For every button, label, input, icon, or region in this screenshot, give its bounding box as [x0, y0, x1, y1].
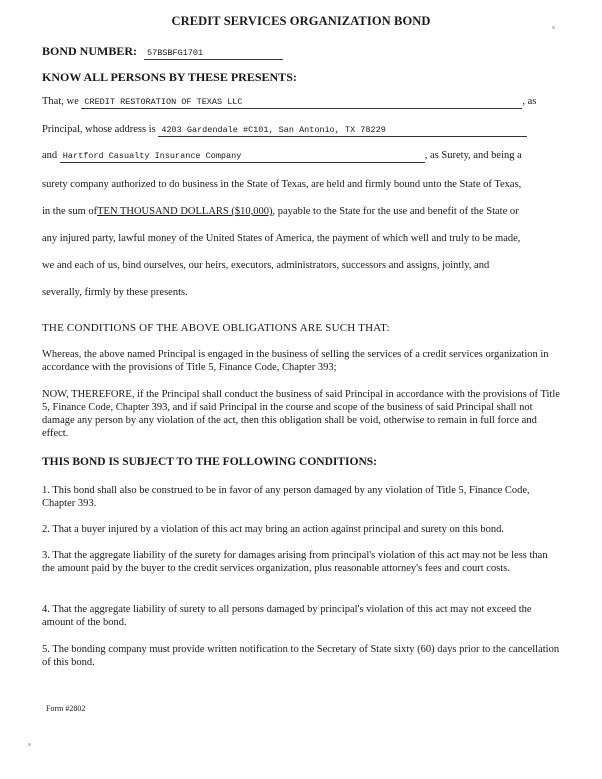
bond-amount: TEN THOUSAND DOLLARS ($10,000) [97, 206, 273, 217]
bond-number-label: BOND NUMBER: [42, 44, 137, 58]
sum-prefix: in the sum of [42, 206, 98, 217]
principal-prefix: That, we [42, 96, 79, 107]
body-line-8: severally, firmly by these presents. [42, 287, 188, 298]
surety-name-field: Hartford Casualty Insurance Company [60, 151, 425, 163]
know-all-heading: KNOW ALL PERSONS BY THESE PRESENTS: [42, 70, 297, 84]
sum-line [42, 206, 519, 217]
condition-5: 5. The bonding company must provide written notification to the Secretary of State sixty (60) days prior to the cancellation of this bond. [42, 644, 560, 668]
address-prefix: Principal, whose address is [42, 124, 156, 135]
surety-line [42, 150, 522, 163]
principal-address-field: 4203 Gardendale #C101, San Antonio, TX 78229 [158, 125, 527, 137]
conditions-heading: THE CONDITIONS OF THE ABOVE OBLIGATIONS ARE SUCH THAT: [42, 322, 390, 334]
scan-speck [28, 743, 31, 746]
bond-number-row [42, 44, 283, 60]
whereas-paragraph: Whereas, the above named Principal is engaged in the business of selling the services of a credit services organization in accordance with the provisions of Title 5, Finance Code, Chapter 393; [42, 349, 549, 373]
surety-prefix: and [42, 150, 58, 161]
condition-3: 3. That the aggregate liability of the surety for damages arising from principal's violation of this act may not be less than the amount paid by the buyer to the credit services organization, plus reasonable attorney's fees and court costs. [42, 550, 548, 574]
body-line-7: we and each of us, bind ourselves, our heirs, executors, administrators, successors and assigns, jointly, and [42, 260, 490, 271]
condition-1: 1. This bond shall also be construed to be in favor of any person damaged by any violation of Title 5, Finance Code, Chapter 393. [42, 485, 530, 509]
form-number: Form #2802 [46, 704, 86, 713]
bond-number-field: 57BSBFG1701 [144, 48, 283, 60]
sum-suffix: , payable to the State for the use and benefit of the State or [272, 206, 519, 217]
principal-name-field: CREDIT RESTORATION OF TEXAS LLC [81, 97, 522, 109]
condition-2: 2. That a buyer injured by a violation of this act may bring an action against principal and surety on this bond. [42, 524, 504, 535]
condition-4: 4. That the aggregate liability of surety to all persons damaged by principal's violation of this act may not exceed the amount of the bond. [42, 604, 532, 628]
scan-speck [552, 26, 555, 29]
body-line-4: surety company authorized to do business in the State of Texas, are held and firmly bound unto the State of Texas, [42, 179, 522, 190]
principal-suffix: , as [522, 96, 537, 107]
surety-suffix: , as Surety, and being a [424, 150, 522, 161]
principal-address-line [42, 124, 527, 137]
subject-heading: THIS BOND IS SUBJECT TO THE FOLLOWING CONDITIONS: [42, 456, 377, 468]
body-line-6: any injured party, lawful money of the United States of America, the payment of which well and truly to be made, [42, 233, 521, 244]
now-therefore-paragraph: NOW, THEREFORE, if the Principal shall conduct the business of said Principal in accordance with the provisions of Title 5, Finance Code, Chapter 393, and if said Principal in the course and scope of the business of said Principal shall not damage any person by any violation of the act, then this obligation shall be void, otherwise to remain in full force and effect. [42, 389, 560, 439]
document-title: CREDIT SERVICES ORGANIZATION BOND [171, 14, 431, 28]
principal-name-line [42, 96, 536, 109]
